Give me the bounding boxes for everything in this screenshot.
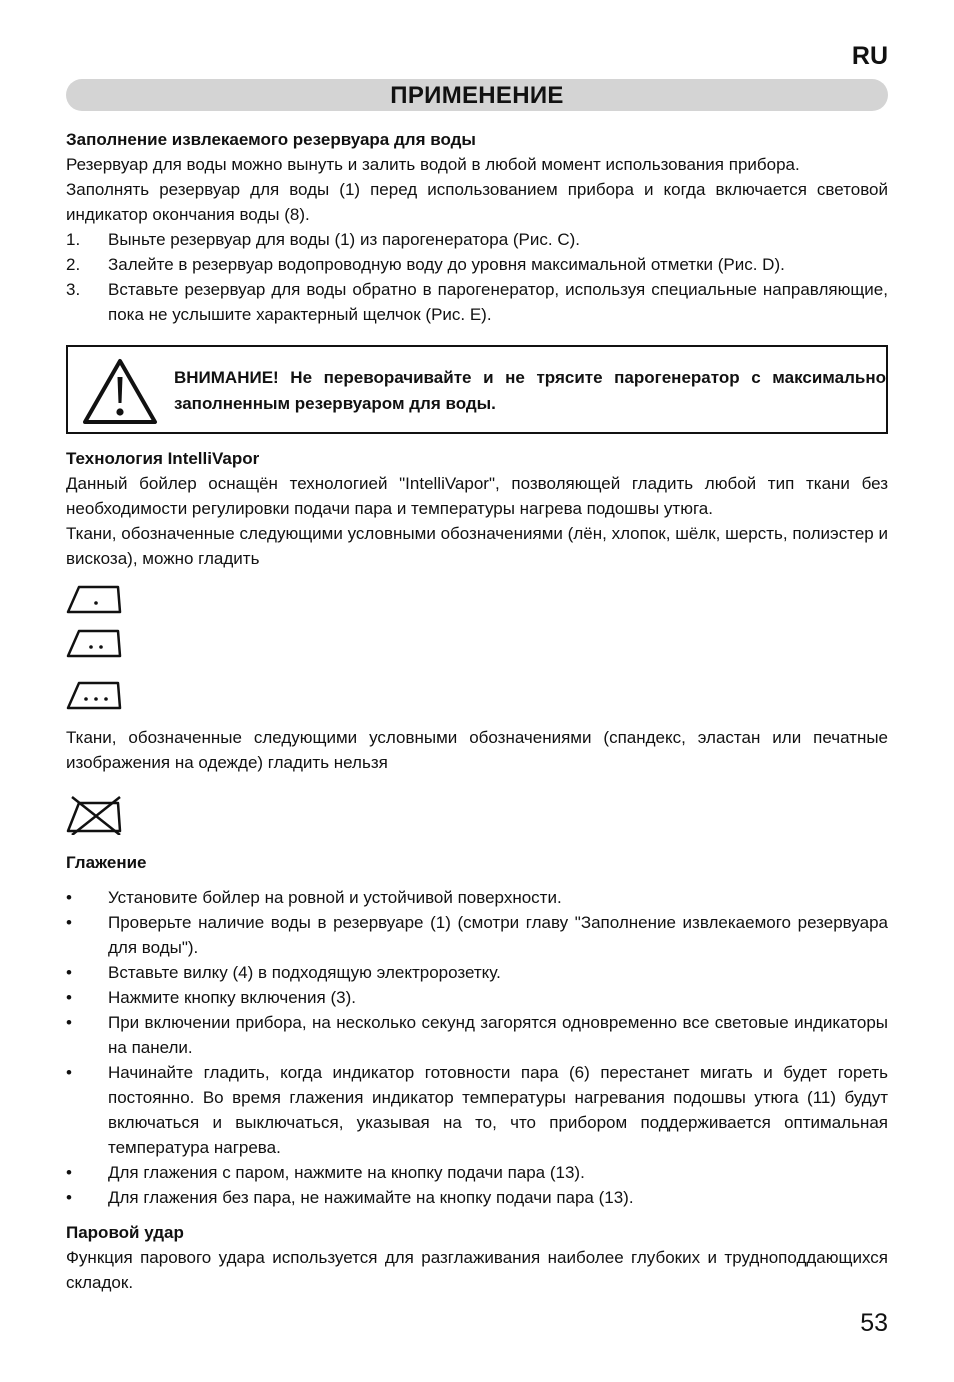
steps-list (66, 227, 888, 327)
item-text: При включении прибора, на несколько секунд загорятся одновременно все световые индикаторы на панели. (108, 1013, 888, 1057)
iron-three-dots-icon (66, 677, 126, 717)
item-text: Вставьте вилку (4) в подходящую электророзетку. (108, 963, 501, 982)
iron-crossed-icon (66, 795, 126, 835)
paragraph: Заполнять резервуар для воды (1) перед использованием прибора и когда включается световой индикатор окончания воды (8). (66, 180, 888, 224)
list-item (66, 277, 888, 327)
heading-fill-tank: Заполнение извлекаемого резервуара для воды (66, 130, 476, 149)
paragraph: Ткани, обозначенные следующими условными обозначениями (спандекс, эластан или печатные изображения на одежде) гладить нельзя (66, 728, 888, 772)
item-text: Нажмите кнопку включения (3). (108, 988, 356, 1007)
step-text: Вставьте резервуар для воды обратно в парогенератор, используя специальные направляющие, пока не услышите характерный щелчок (Рис. E). (108, 280, 888, 324)
list-item (66, 252, 888, 277)
step-text: Выньте резервуар для воды (1) из парогенератора (Рис. C). (108, 230, 580, 249)
item-text: Для глажения с паром, нажмите на кнопку подачи пара (13). (108, 1163, 585, 1182)
item-text: Для глажения без пара, не нажимайте на кнопку подачи пара (13). (108, 1188, 634, 1207)
item-text: Установите бойлер на ровной и устойчивой поверхности. (108, 888, 562, 907)
list-item (66, 960, 888, 985)
list-item (66, 1160, 888, 1185)
bullet: • (66, 1013, 72, 1032)
paragraph: Данный бойлер оснащён технологией "IntelliVapor", позволяющей гладить любой тип ткани без необходимости регулировки подачи пара и температуры нагрева подошвы утюга. (66, 474, 888, 518)
forbidden-iron-symbol (66, 795, 888, 842)
bullet: • (66, 988, 72, 1007)
step-text: Залейте в резервуар водопроводную воду до уровня максимальной отметки (Рис. D). (108, 255, 785, 274)
list-item (66, 985, 888, 1010)
iron-one-dot-icon (66, 581, 126, 621)
heading-ironing: Глажение (66, 853, 147, 872)
list-item (66, 227, 888, 252)
step-number: 2. (66, 255, 81, 274)
paragraph: Ткани, обозначенные следующими условными обозначениями (лён, хлопок, шёлк, шерсть, полиэстер и вискоза), можно гладить (66, 524, 888, 568)
iron-two-dots-icon (66, 625, 126, 665)
warning-text: ВНИМАНИЕ! Не переворачивайте и не трясите парогенератор с максимально заполненным резервуаром для воды. (174, 368, 886, 413)
language-code: RU (851, 42, 888, 70)
warning-box (66, 345, 888, 434)
list-item (66, 1010, 888, 1060)
item-text: Начинайте гладить, когда индикатор готовности пара (6) перестанет мигать и будет гореть постоянно. Во время глажения индикатор температуры нагревания подошвы утюга (11) будут включаться и выключаться, указывая на то, что прибором поддерживается оптимальная температура нагрева. (108, 1063, 888, 1157)
warning-triangle-icon (82, 357, 158, 425)
page-content (66, 127, 888, 1295)
bullet: • (66, 1188, 72, 1207)
step-number: 1. (66, 230, 81, 249)
list-item (66, 1185, 888, 1210)
bullet: • (66, 913, 72, 932)
list-item (66, 885, 888, 910)
bullet: • (66, 1063, 72, 1082)
bullet: • (66, 888, 72, 907)
item-text: Проверьте наличие воды в резервуаре (1) (смотри главу "Заполнение извлекаемого резервуара для воды"). (108, 913, 888, 957)
heading-intellivapor: Технология IntelliVapor (66, 449, 260, 468)
allowed-iron-symbols (66, 581, 888, 717)
bullet: • (66, 963, 72, 982)
list-item (66, 910, 888, 960)
page-number: 53 (860, 1309, 888, 1337)
section-title-banner: ПРИМЕНЕНИЕ (66, 79, 888, 111)
paragraph: Функция парового удара используется для разглаживания наиболее глубоких и трудноподдающихся складок. (66, 1248, 888, 1292)
bullet: • (66, 1163, 72, 1182)
ironing-list (66, 885, 888, 1210)
paragraph: Резервуар для воды можно вынуть и залить водой в любой момент использования прибора. (66, 155, 800, 174)
heading-steam-shot: Паровой удар (66, 1223, 184, 1242)
list-item (66, 1060, 888, 1160)
step-number: 3. (66, 280, 81, 299)
